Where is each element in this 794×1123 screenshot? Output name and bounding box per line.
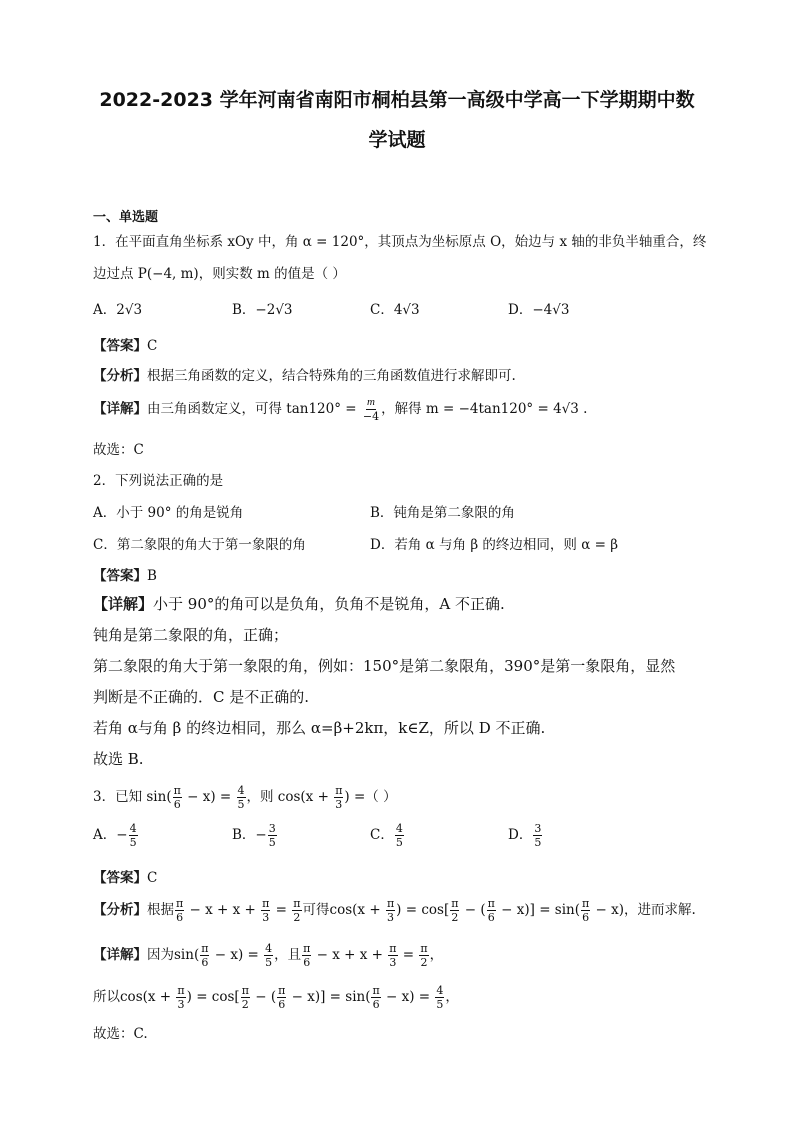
q1-answer-value: C bbox=[147, 338, 158, 354]
q2-option-b: B．钝角是第二象限的角 bbox=[370, 505, 515, 521]
q2-option-a: A．小于 90° 的角是锐角 bbox=[93, 505, 244, 521]
q2-detail-1: 【详解】小于 90°的角可以是负角，负角不是锐角，A 不正确. bbox=[93, 595, 505, 613]
q2-answer bbox=[93, 564, 157, 584]
q2-detail-5: 若角 α与角 β 的终边相同，那么 α=β+2kπ，k∈Z，所以 D 不正确. bbox=[93, 719, 546, 737]
q3-option-b: B．− $\frac{3}{5}$ bbox=[232, 822, 276, 849]
q3-conclusion: 故选：C. bbox=[93, 1026, 148, 1042]
q3-option-a: A．− $\frac{4}{5}$ bbox=[93, 822, 137, 849]
q3-option-c: C． $\frac{4}{5}$ bbox=[370, 822, 403, 849]
detail-tag: 【详解】 bbox=[93, 401, 147, 417]
q3-option-d: D． $\frac{3}{5}$ bbox=[508, 822, 542, 849]
q1-option-d: D．−4√3 bbox=[508, 302, 570, 318]
q1-detail-post: ，解得 m = −4tan120° = 4√3 . bbox=[381, 401, 588, 417]
q1-option-b: B．−2√3 bbox=[232, 302, 293, 318]
q1-detail-pre: 由三角函数定义，可得 tan120° = bbox=[147, 401, 357, 417]
q3-answer bbox=[93, 866, 157, 886]
fraction-pi-3: $\frac{\pi}{3}$ bbox=[335, 784, 343, 811]
q3-so: 所以cos(x + $\frac{\pi}{3}$ ) = cos[ $\frac{\pi}{2}$ − ( $\frac{\pi}{6}$ − x)] = sin( $\frac{\pi}{6}$ − x) = $\frac{4}{5}$ ， bbox=[93, 984, 459, 1011]
q2-detail-2: 钝角是第二象限的角，正确； bbox=[93, 626, 289, 644]
detail-tag: 【详解】 bbox=[93, 947, 147, 963]
q1-analysis bbox=[93, 364, 516, 384]
q2-detail-4: 判断是不正确的．C 是不正确的. bbox=[93, 688, 310, 706]
q3-analysis: 【分析】根据 $\frac{\pi}{6}$ − x + x + $\frac{\pi}{3}$ = $\frac{\pi}{2}$ 可得cos(x + $\frac{\pi}{3}$ ) = cos[ $\frac{\pi}{2}$ − ( $\frac{\pi}{6}$ − x)] = sin( $\frac{\pi}{6}$ − x)，进而求解. bbox=[93, 897, 696, 924]
q1-stem-line1: 1．在平面直角坐标系 xOy 中，角 α = 120°，其顶点为坐标原点 O，始边与 x 轴的非负半轴重合，终 bbox=[93, 234, 707, 250]
analysis-tag: 【分析】 bbox=[93, 368, 147, 384]
q2-option-c: C．第二象限的角大于第一象限的角 bbox=[93, 537, 306, 553]
q1-analysis-text: 根据三角函数的定义，结合特殊角的三角函数值进行求解即可. bbox=[147, 368, 516, 384]
q2-answer-value: B bbox=[147, 568, 157, 584]
analysis-tag: 【分析】 bbox=[93, 902, 147, 918]
q3-detail: 【详解】因为sin( $\frac{\pi}{6}$ − x) = $\frac{4}{5}$ ，且 $\frac{\pi}{6}$ − x + x + $\frac{\pi}{3}$ = $\frac{\pi}{2}$ ， bbox=[93, 942, 444, 969]
answer-tag: 【答案】 bbox=[93, 568, 147, 584]
fraction-4-5: $\frac{4}{5}$ bbox=[237, 784, 245, 811]
q1-answer bbox=[93, 334, 157, 354]
q1-option-a: A．2√3 bbox=[93, 302, 143, 318]
page-title: 2022-2023 学年河南省南阳市桐柏县第一高级中学高一下学期期中数 学试题 bbox=[99, 89, 695, 151]
q2-stem: 2．下列说法正确的是 bbox=[93, 473, 224, 489]
q2-option-d: D．若角 α 与角 β 的终边相同，则 α = β bbox=[370, 537, 619, 553]
detail-tag: 【详解】 bbox=[93, 595, 154, 613]
q1-conclusion: 故选：C bbox=[93, 442, 144, 458]
q2-detail-3: 第二象限的角大于第一象限的角，例如：150°是第二象限角，390°是第一象限角，显然 bbox=[93, 657, 676, 675]
q1-detail-fraction: $\frac{m}{-4}$ bbox=[362, 396, 380, 423]
answer-tag: 【答案】 bbox=[93, 338, 147, 354]
fraction-pi-6: $\frac{\pi}{6}$ bbox=[173, 784, 181, 811]
q3-answer-value: C bbox=[147, 870, 158, 886]
answer-tag: 【答案】 bbox=[93, 870, 147, 886]
q2-detail-6: 故选 B. bbox=[93, 750, 144, 768]
q1-stem-line2: 边过点 P(−4, m)，则实数 m 的值是（ ） bbox=[93, 266, 346, 282]
section-heading: 一、单选题 bbox=[93, 210, 159, 225]
q1-option-c: C．4√3 bbox=[370, 302, 420, 318]
q3-stem: 3．已知 sin( $\frac{\pi}{6}$ − x) = $\frac{4}{5}$ ，则 cos(x + $\frac{\pi}{3}$ ) =（ ） bbox=[93, 784, 397, 811]
q1-detail bbox=[93, 396, 587, 423]
